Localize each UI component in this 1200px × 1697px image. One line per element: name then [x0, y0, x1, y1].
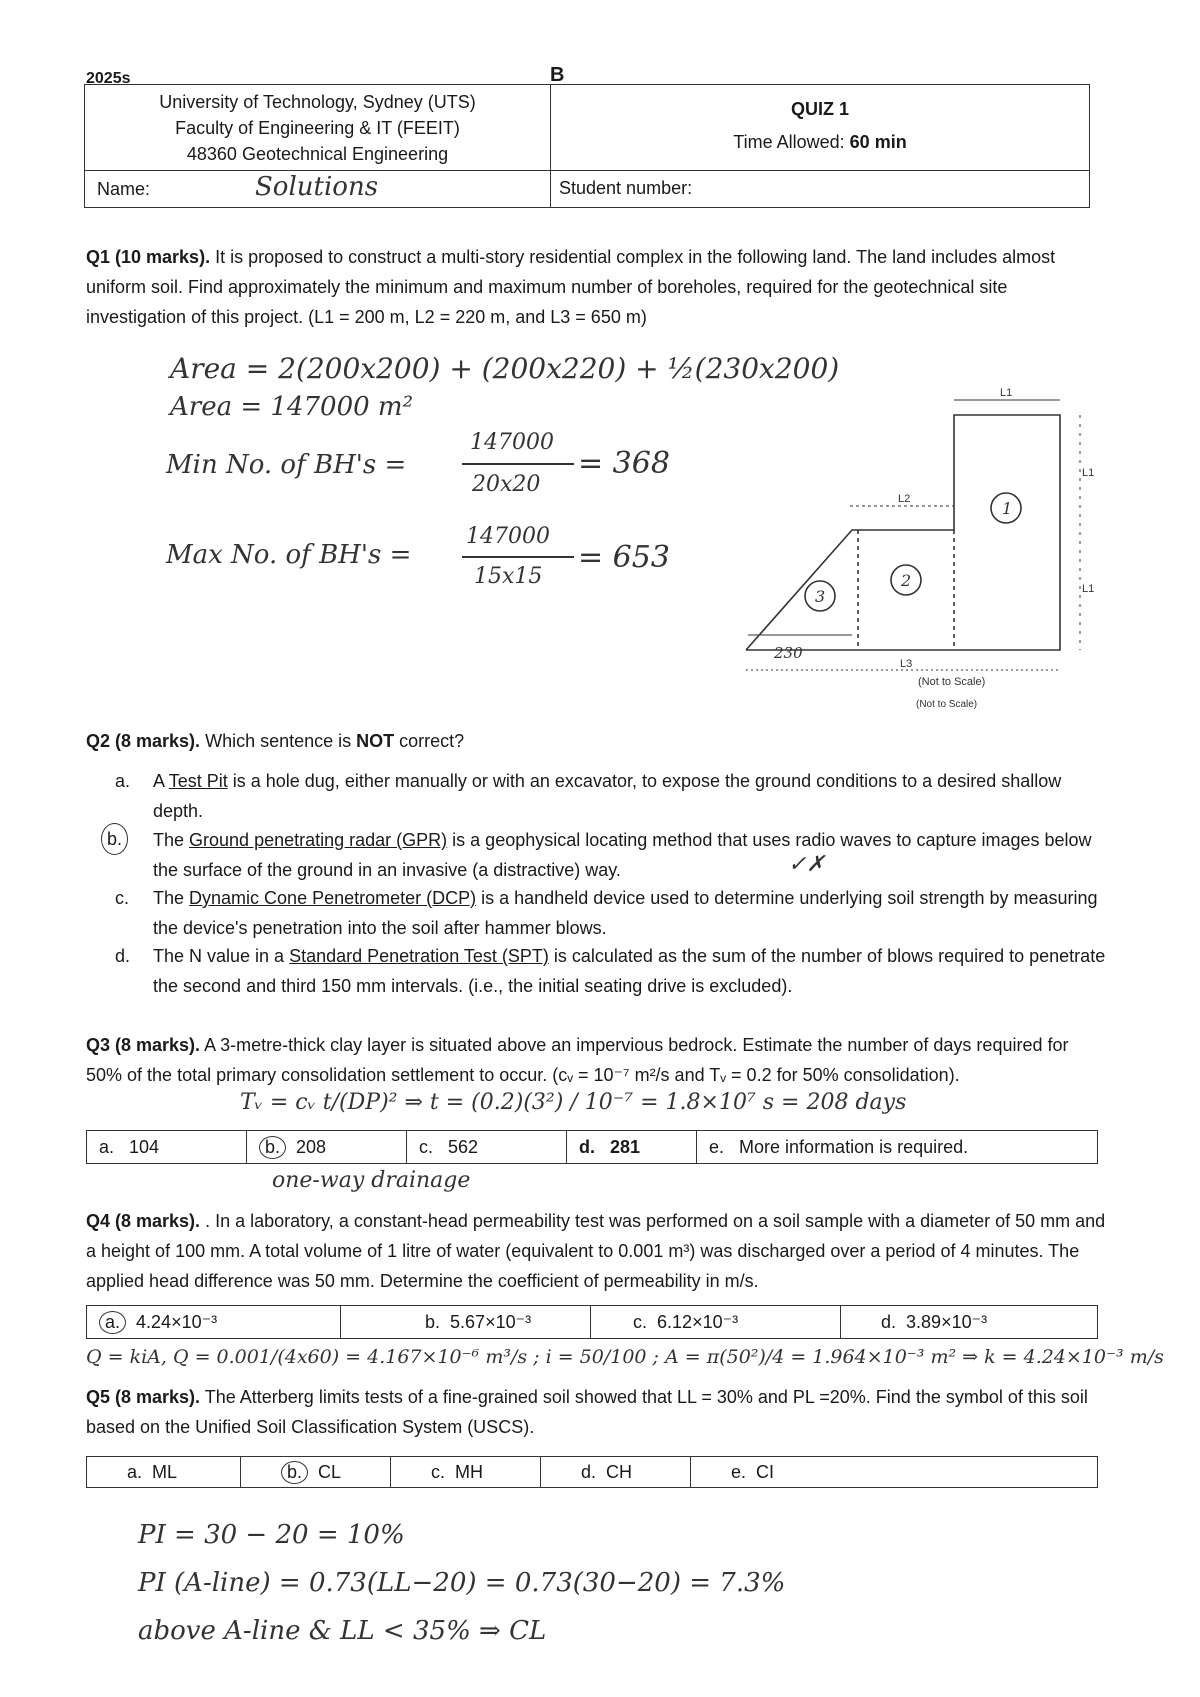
name-label: Name: [97, 179, 151, 199]
time-allowed: Time Allowed: 60 min [733, 132, 907, 152]
q3-option-a[interactable]: a. 104 [87, 1131, 247, 1163]
q2-option-d: d. The N value in a Standard Penetration Test (SPT) is calculated as the sum of the number of blows required to penetrate the second and third 150 mm intervals. (i.e., the initial seating drive is excluded). [115, 946, 1106, 996]
q1-work-max-den: 15x15 [474, 564, 543, 589]
selected-answer-circle: a. [99, 1311, 126, 1334]
fraction-line [462, 556, 574, 558]
q3-option-e[interactable]: e. More information is required. [709, 1136, 969, 1157]
q1-work-min-den: 20x20 [472, 472, 541, 497]
q3-options [86, 1130, 1098, 1164]
q5-option-d[interactable]: d. CH [541, 1457, 691, 1487]
q5-options [86, 1456, 1098, 1488]
site-plan-figure [730, 370, 1110, 710]
q1-work-max-num: 147000 [466, 524, 550, 549]
q1-work-min-label: Min No. of BH's = [166, 450, 407, 480]
q4-option-b[interactable]: b. 5.67×10⁻³ [341, 1306, 591, 1338]
q1-work-area-result: Area = 147000 m² [170, 392, 414, 422]
q5-option-a[interactable]: a. ML [87, 1457, 241, 1487]
subject-name: 48360 Geotechnical Engineering [186, 144, 449, 164]
q5-text: Q5 (8 marks). The Atterberg limits tests of a fine-grained soil showed that LL = 30% and PL =20%. Find the symbol of this soil based on the Unified Soil Classification System (USCS). [86, 1387, 1088, 1437]
q2-option-b: b. The Ground penetrating radar (GPR) is a geophysical locating method that uses radio waves to capture images below the surface of the ground in an invasive (a distractive) way. [115, 825, 1115, 885]
q3-text: Q3 (8 marks). A 3-metre-thick clay layer is situated above an impervious bedrock. Estimate the number of days required for 50% of the total primary consolidation settlement to occur. (cᵥ = 10⁻⁷ m²/s and Tᵥ = 0.2 for 50% consolidation). [86, 1035, 1069, 1085]
not-to-scale: (Not to Scale) [918, 676, 986, 688]
dim-l2: L2 [898, 493, 911, 505]
q4-options [86, 1305, 1098, 1339]
q5-work-aline: PI (A-line) = 0.73(LL−20) = 0.73(30−20) = 7.3% [138, 1568, 786, 1598]
q3-option-c[interactable]: c. 562 [407, 1131, 567, 1163]
q4-option-c[interactable]: c. 6.12×10⁻³ [591, 1306, 841, 1338]
q1-work-min-result: = 368 [578, 446, 670, 481]
q1-work-max-label: Max No. of BH's = [166, 540, 412, 570]
q2-option-c: c. The Dynamic Cone Penetrometer (DCP) is a handheld device used to determine underlying soil strength by measuring the device's penetration into the soil after hammer blows. [115, 888, 1098, 938]
site-boundary [746, 415, 1060, 650]
student-number-label: Student number: [559, 178, 693, 198]
header-table [84, 84, 1090, 208]
q5-option-c[interactable]: c. MH [391, 1457, 541, 1487]
q2-text: Q2 (8 marks). Which sentence is NOT correct? [86, 731, 465, 751]
fraction-line [462, 463, 574, 465]
faculty-name: Faculty of Engineering & IT (FEEIT) [175, 118, 460, 138]
university-name: University of Technology, Sydney (UTS) [159, 92, 476, 112]
q1-text: Q1 (10 marks). It is proposed to construct a multi-story residential complex in the following land. The land includes almost uniform soil. Find approximately the minimum and maximum number of boreholes, required for the geotechnical site investigation of this project. (L1 = 200 m, L2 = 220 m, and L3 = 650 m) [86, 247, 1056, 327]
q4-option-a[interactable]: a. 4.24×10⁻³ [87, 1306, 341, 1338]
not-to-scale-note: (Not to Scale) [916, 699, 978, 710]
q4-option-d[interactable]: d. 3.89×10⁻³ [881, 1311, 988, 1332]
q5-work-pi: PI = 30 − 20 = 10% [138, 1520, 405, 1550]
q5-option-b[interactable]: b. CL [241, 1457, 391, 1487]
q1-work-area: Area = 2(200x200) + (200x220) + ½(230x200) [170, 352, 840, 385]
q1-work-min-num: 147000 [470, 430, 554, 455]
region-1-label: 1 [1002, 499, 1013, 518]
name-value: Solutions [255, 172, 379, 202]
q3-note: one-way drainage [272, 1168, 471, 1193]
dim-l1-right-bottom: L1 [1082, 583, 1095, 595]
dim-l1-right-top: L1 [1082, 467, 1095, 479]
q1-work-max-result: = 653 [578, 540, 670, 575]
q2-check-mark: ✓✗ [788, 852, 825, 877]
selected-answer-circle: b. [281, 1461, 308, 1484]
year-label: 2025s [86, 70, 131, 87]
region-2-label: 2 [901, 571, 912, 590]
selected-answer-circle: b. [101, 823, 128, 855]
q5-option-e[interactable]: e. CI [731, 1461, 775, 1482]
quiz-title: QUIZ 1 [790, 99, 849, 119]
dim-l1-top: L1 [1000, 387, 1013, 399]
version-label: B [550, 64, 565, 86]
q4-text: Q4 (8 marks). . In a laboratory, a constant-head permeability test was performed on a soil sample with a diameter of 50 mm and a height of 100 mm. A total volume of 1 litre of water (equivalent to 0.001 m³) was discharged over a period of 4 minutes. The applied head difference was 50 mm. Determine the coefficient of permeability in m/s. [86, 1211, 1106, 1291]
dim-l3: L3 [900, 658, 913, 670]
q3-work: Tᵥ = cᵥ t/(DP)² ⇒ t = (0.2)(3²) / 10⁻⁷ = 1.8×10⁷ s = 208 days [240, 1090, 907, 1115]
q4-work: Q = kiA, Q = 0.001/(4x60) = 4.167×10⁻⁶ m³/s ; i = 50/100 ; A = π(50²)/4 = 1.964×10⁻³ m² ⇒ k = 4.24×10⁻³ m/s [86, 1346, 1164, 1368]
q5-work-conclusion: above A-line & LL < 35% ⇒ CL [138, 1616, 547, 1646]
q3-option-b[interactable]: b. 208 [247, 1131, 407, 1163]
selected-answer-circle: b. [259, 1136, 286, 1159]
dim-230: 230 [774, 644, 803, 662]
region-3-label: 3 [815, 587, 826, 606]
q3-option-d[interactable]: d. 281 [567, 1131, 697, 1163]
q2-option-a: a. A Test Pit is a hole dug, either manually or with an excavator, to expose the ground conditions to a desired shallow depth. [115, 771, 1062, 821]
